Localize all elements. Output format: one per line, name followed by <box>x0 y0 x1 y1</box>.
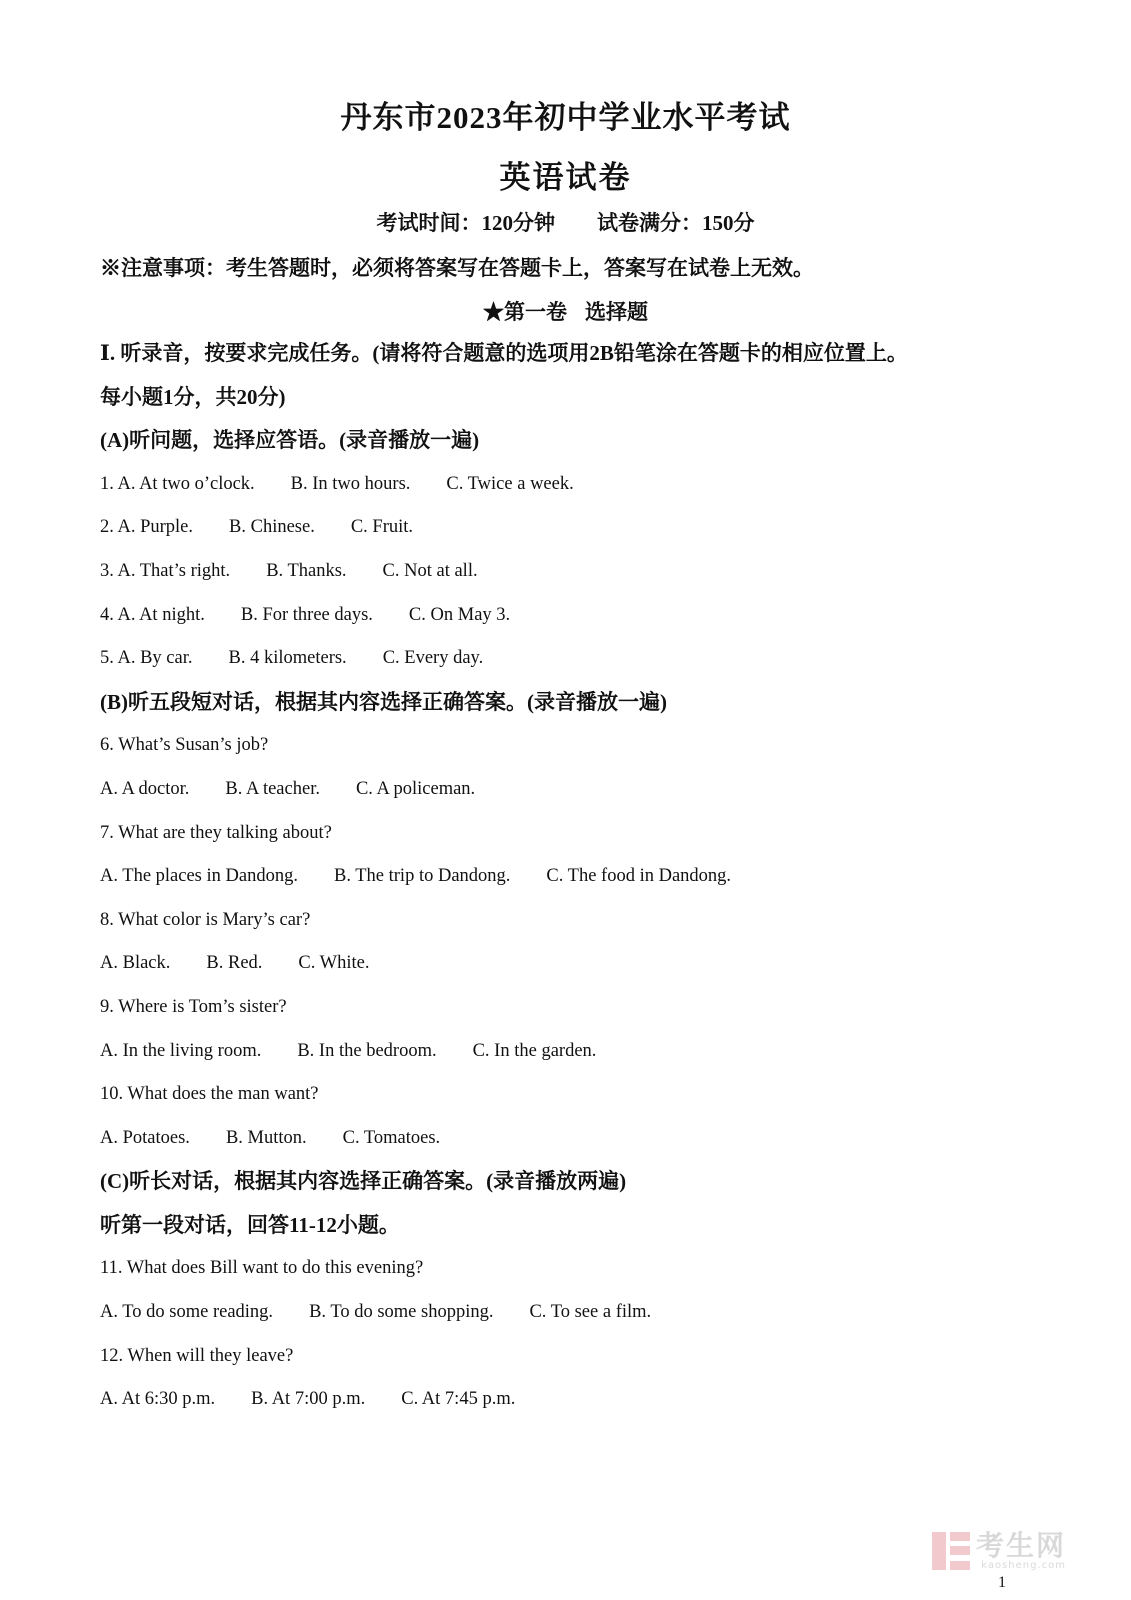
question-text: 6. What’s Susan’s job? <box>100 735 269 756</box>
exam-title: 丹东市2023年初中学业水平考试 <box>340 100 791 135</box>
option-row <box>100 1291 1060 1335</box>
answer-option: C. Fruit. <box>350 517 414 538</box>
exam-time: 考试时间：120分钟 <box>376 211 555 235</box>
option-row <box>100 942 1060 986</box>
option-row <box>100 1378 1060 1422</box>
answer-option: B. In two hours. <box>290 473 411 494</box>
answer-option: B. Chinese. <box>229 517 315 538</box>
section-instruction: (C)听长对话，根据其内容选择正确答案。(录音播放两遍) <box>100 1169 627 1194</box>
answer-option: B. Red. <box>206 953 263 974</box>
answer-option: C. Twice a week. <box>446 473 574 494</box>
option-row <box>100 768 1060 812</box>
exam-subtitle: 英语试卷 <box>499 160 632 195</box>
exam-full-score: 试卷满分：150分 <box>597 211 755 235</box>
question-text: 9. Where is Tom’s sister? <box>100 996 287 1017</box>
answer-option: C. A policeman. <box>355 778 476 799</box>
answer-option: A. At 6:30 p.m. <box>100 1389 216 1410</box>
page-number: 1 <box>998 1574 1006 1591</box>
answer-option: 4. A. At night. <box>100 604 205 625</box>
watermark-name: 考生网 <box>976 1529 1067 1562</box>
answer-option: C. In the garden. <box>472 1040 597 1061</box>
option-row <box>100 637 1060 681</box>
answer-option: B. Thanks. <box>266 560 347 581</box>
notice-text: ※注意事项：考生答题时，必须将答案写在答题卡上，答案写在试卷上无效。 <box>100 256 814 280</box>
answer-option: C. Not at all. <box>382 560 478 581</box>
answer-option: B. The trip to Dandong. <box>333 866 511 887</box>
answer-option: A. A doctor. <box>100 778 190 799</box>
section-instruction: 每小题1分，共20分) <box>100 384 286 409</box>
answer-option: A. In the living room. <box>100 1040 262 1061</box>
answer-option: B. To do some shopping. <box>309 1302 494 1323</box>
answer-option: A. To do some reading. <box>100 1302 274 1323</box>
answer-option: A. Black. <box>100 953 171 974</box>
option-row <box>100 594 1060 638</box>
option-row <box>100 1117 1060 1161</box>
question-text: 7. What are they talking about? <box>100 822 332 843</box>
section-title <box>0 296 1131 326</box>
option-row <box>100 463 1060 507</box>
answer-option: C. At 7:45 p.m. <box>401 1389 516 1410</box>
exam-info <box>0 207 1131 237</box>
answer-option: B. A teacher. <box>225 778 320 799</box>
question-text: 10. What does the man want? <box>100 1084 319 1105</box>
answer-option: 5. A. By car. <box>100 648 193 669</box>
section-instruction: 听第一段对话，回答11-12小题。 <box>100 1212 400 1237</box>
watermark-logo-icon <box>932 1532 970 1570</box>
answer-option: A. The places in Dandong. <box>100 866 298 887</box>
question-text: 12. When will they leave? <box>100 1345 294 1366</box>
question-text: 11. What does Bill want to do this evening? <box>100 1258 424 1279</box>
answer-option: 2. A. Purple. <box>100 517 194 538</box>
answer-option: C. On May 3. <box>408 604 511 625</box>
answer-option: B. At 7:00 p.m. <box>251 1389 366 1410</box>
section-name: 选择题 <box>585 300 648 324</box>
answer-option: C. To see a film. <box>529 1302 652 1323</box>
section-instruction: (B)听五段短对话，根据其内容选择正确答案。(录音播放一遍) <box>100 689 667 714</box>
answer-option: B. In the bedroom. <box>297 1040 437 1061</box>
answer-option: C. The food in Dandong. <box>546 866 732 887</box>
option-row <box>100 550 1060 594</box>
answer-option: C. Tomatoes. <box>342 1127 441 1148</box>
answer-option: C. Every day. <box>382 648 484 669</box>
option-row <box>100 506 1060 550</box>
answer-option: B. 4 kilometers. <box>228 648 347 669</box>
section-volume: ★第一卷 <box>483 300 567 324</box>
section-instruction: (A)听问题，选择应答语。(录音播放一遍) <box>100 428 480 453</box>
watermark <box>932 1528 1092 1574</box>
answer-option: 3. A. That’s right. <box>100 560 231 581</box>
option-row <box>100 855 1060 899</box>
answer-option: A. Potatoes. <box>100 1127 190 1148</box>
section-instruction: Ⅰ. 听录音，按要求完成任务。(请将符合题意的选项用2B铅笔涂在答题卡的相应位置上。 <box>100 341 908 365</box>
answer-option: C. White. <box>298 953 370 974</box>
question-text: 8. What color is Mary’s car? <box>100 909 311 930</box>
answer-option: B. For three days. <box>240 604 373 625</box>
watermark-url: kaosheng.com <box>981 1560 1067 1571</box>
question-list <box>100 332 1060 1422</box>
answer-option: 1. A. At two o’clock. <box>100 473 255 494</box>
answer-option: B. Mutton. <box>225 1127 307 1148</box>
option-row <box>100 1030 1060 1074</box>
